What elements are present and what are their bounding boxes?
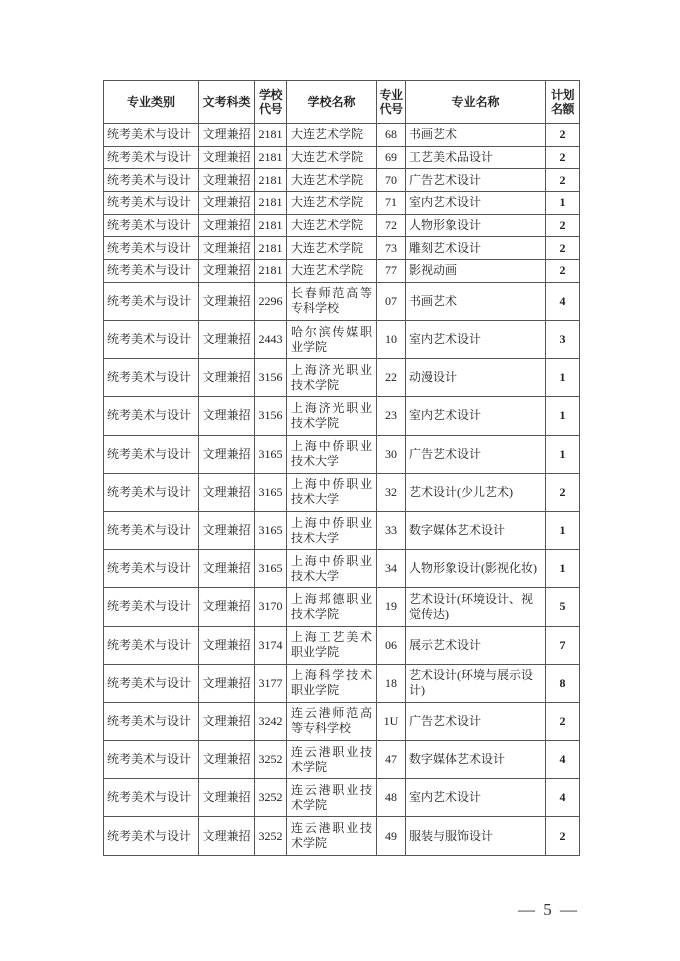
plan-quota-cell: 2 — [546, 124, 580, 147]
table-row — [104, 702, 580, 740]
major-code-cell: 69 — [377, 146, 406, 169]
major-name-cell: 工艺美术品设计 — [406, 146, 546, 169]
plan-quota-cell: 2 — [546, 702, 580, 740]
major-code-cell: 73 — [377, 237, 406, 260]
school-code-cell: 3242 — [255, 702, 287, 740]
school-code-cell: 2296 — [255, 282, 287, 320]
major-name-cell: 人物形象设计(影视化妆) — [406, 550, 546, 588]
major-code-cell: 18 — [377, 664, 406, 702]
header-major-code: 专业代号 — [377, 81, 406, 124]
major-code-cell: 68 — [377, 124, 406, 147]
major-code-cell: 72 — [377, 214, 406, 237]
plan-quota-cell: 8 — [546, 664, 580, 702]
exam-type-cell: 文理兼招 — [199, 435, 255, 473]
school-name-cell: 大连艺术学院 — [287, 260, 377, 283]
major-category-cell: 统考美术与设计 — [104, 260, 199, 283]
school-code-cell: 3156 — [255, 397, 287, 435]
plan-quota-cell: 2 — [546, 260, 580, 283]
exam-type-cell: 文理兼招 — [199, 192, 255, 215]
school-code-cell: 2181 — [255, 146, 287, 169]
table-row — [104, 741, 580, 779]
exam-type-cell: 文理兼招 — [199, 321, 255, 359]
school-code-cell: 3165 — [255, 511, 287, 549]
plan-quota-cell: 2 — [546, 214, 580, 237]
school-name-cell: 上海济光职业技术学院 — [287, 397, 377, 435]
school-code-cell: 3165 — [255, 473, 287, 511]
major-name-cell: 数字媒体艺术设计 — [406, 511, 546, 549]
school-name-cell: 上海中侨职业技术大学 — [287, 511, 377, 549]
page-number: — 5 — — [518, 900, 579, 919]
major-name-cell: 数字媒体艺术设计 — [406, 741, 546, 779]
major-name-cell: 室内艺术设计 — [406, 192, 546, 215]
table-row — [104, 779, 580, 817]
major-name-cell: 室内艺术设计 — [406, 779, 546, 817]
major-name-cell: 室内艺术设计 — [406, 321, 546, 359]
table-row — [104, 588, 580, 626]
exam-type-cell: 文理兼招 — [199, 260, 255, 283]
exam-type-cell: 文理兼招 — [199, 169, 255, 192]
school-code-cell: 3252 — [255, 817, 287, 855]
major-name-cell: 艺术设计(环境与展示设计) — [406, 664, 546, 702]
school-name-cell: 连云港职业技术学院 — [287, 817, 377, 855]
major-category-cell: 统考美术与设计 — [104, 146, 199, 169]
exam-type-cell: 文理兼招 — [199, 702, 255, 740]
exam-type-cell: 文理兼招 — [199, 124, 255, 147]
school-code-cell: 3170 — [255, 588, 287, 626]
major-name-cell: 广告艺术设计 — [406, 435, 546, 473]
major-category-cell: 统考美术与设计 — [104, 397, 199, 435]
header-exam-type: 文考科类 — [199, 81, 255, 124]
plan-quota-cell: 2 — [546, 473, 580, 511]
school-name-cell: 上海邦德职业技术学院 — [287, 588, 377, 626]
major-name-cell: 展示艺术设计 — [406, 626, 546, 664]
major-category-cell: 统考美术与设计 — [104, 588, 199, 626]
plan-quota-cell: 1 — [546, 550, 580, 588]
major-name-cell: 服装与服饰设计 — [406, 817, 546, 855]
school-code-cell: 3177 — [255, 664, 287, 702]
table-row — [104, 397, 580, 435]
exam-type-cell: 文理兼招 — [199, 282, 255, 320]
exam-type-cell: 文理兼招 — [199, 550, 255, 588]
major-code-cell: 22 — [377, 359, 406, 397]
school-code-cell: 3165 — [255, 550, 287, 588]
plan-quota-cell: 2 — [546, 169, 580, 192]
school-code-cell: 3165 — [255, 435, 287, 473]
major-category-cell: 统考美术与设计 — [104, 214, 199, 237]
major-name-cell: 艺术设计(少儿艺术) — [406, 473, 546, 511]
exam-type-cell: 文理兼招 — [199, 626, 255, 664]
major-code-cell: 71 — [377, 192, 406, 215]
exam-type-cell: 文理兼招 — [199, 817, 255, 855]
major-category-cell: 统考美术与设计 — [104, 473, 199, 511]
major-category-cell: 统考美术与设计 — [104, 192, 199, 215]
exam-type-cell: 文理兼招 — [199, 397, 255, 435]
major-code-cell: 1U — [377, 702, 406, 740]
school-name-cell: 大连艺术学院 — [287, 124, 377, 147]
plan-quota-cell: 2 — [546, 146, 580, 169]
major-category-cell: 统考美术与设计 — [104, 702, 199, 740]
table-row — [104, 511, 580, 549]
school-code-cell: 3252 — [255, 779, 287, 817]
major-name-cell: 艺术设计(环境设计、视觉传达) — [406, 588, 546, 626]
major-category-cell: 统考美术与设计 — [104, 282, 199, 320]
school-name-cell: 大连艺术学院 — [287, 237, 377, 260]
exam-type-cell: 文理兼招 — [199, 473, 255, 511]
header-school-name: 学校名称 — [287, 81, 377, 124]
major-name-cell: 人物形象设计 — [406, 214, 546, 237]
table-row — [104, 214, 580, 237]
school-code-cell: 2181 — [255, 237, 287, 260]
plan-quota-cell: 4 — [546, 282, 580, 320]
table-row — [104, 169, 580, 192]
major-category-cell: 统考美术与设计 — [104, 511, 199, 549]
exam-type-cell: 文理兼招 — [199, 146, 255, 169]
school-code-cell: 2181 — [255, 124, 287, 147]
table-row — [104, 664, 580, 702]
major-category-cell: 统考美术与设计 — [104, 359, 199, 397]
major-code-cell: 33 — [377, 511, 406, 549]
major-name-cell: 动漫设计 — [406, 359, 546, 397]
exam-type-cell: 文理兼招 — [199, 588, 255, 626]
school-name-cell: 连云港职业技术学院 — [287, 741, 377, 779]
table-row — [104, 550, 580, 588]
school-code-cell: 2181 — [255, 192, 287, 215]
major-code-cell: 23 — [377, 397, 406, 435]
table-row — [104, 146, 580, 169]
plan-quota-cell: 1 — [546, 192, 580, 215]
major-code-cell: 77 — [377, 260, 406, 283]
major-category-cell: 统考美术与设计 — [104, 626, 199, 664]
major-category-cell: 统考美术与设计 — [104, 741, 199, 779]
major-name-cell: 广告艺术设计 — [406, 169, 546, 192]
major-name-cell: 书画艺术 — [406, 282, 546, 320]
school-name-cell: 大连艺术学院 — [287, 169, 377, 192]
plan-quota-cell: 4 — [546, 741, 580, 779]
table-row — [104, 260, 580, 283]
school-code-cell: 3156 — [255, 359, 287, 397]
school-name-cell: 哈尔滨传媒职业学院 — [287, 321, 377, 359]
school-name-cell: 大连艺术学院 — [287, 214, 377, 237]
plan-quota-cell: 5 — [546, 588, 580, 626]
major-name-cell: 影视动画 — [406, 260, 546, 283]
exam-type-cell: 文理兼招 — [199, 214, 255, 237]
school-name-cell: 连云港师范高等专科学校 — [287, 702, 377, 740]
table-row — [104, 626, 580, 664]
major-code-cell: 49 — [377, 817, 406, 855]
table-row — [104, 124, 580, 147]
header-school-code: 学校代号 — [255, 81, 287, 124]
major-code-cell: 34 — [377, 550, 406, 588]
table-row — [104, 435, 580, 473]
exam-type-cell: 文理兼招 — [199, 237, 255, 260]
school-name-cell: 上海中侨职业技术大学 — [287, 473, 377, 511]
major-name-cell: 书画艺术 — [406, 124, 546, 147]
header-major-name: 专业名称 — [406, 81, 546, 124]
exam-type-cell: 文理兼招 — [199, 779, 255, 817]
plan-quota-cell: 2 — [546, 237, 580, 260]
major-name-cell: 室内艺术设计 — [406, 397, 546, 435]
exam-type-cell: 文理兼招 — [199, 664, 255, 702]
table-row — [104, 282, 580, 320]
school-name-cell: 上海中侨职业技术大学 — [287, 550, 377, 588]
school-code-cell: 2181 — [255, 214, 287, 237]
admission-plan-table — [103, 80, 580, 856]
plan-quota-cell: 1 — [546, 511, 580, 549]
school-code-cell: 2181 — [255, 169, 287, 192]
table-row — [104, 192, 580, 215]
table-header-row — [104, 81, 580, 124]
table-row — [104, 817, 580, 855]
school-name-cell: 长春师范高等专科学校 — [287, 282, 377, 320]
school-name-cell: 上海工艺美术职业学院 — [287, 626, 377, 664]
plan-quota-cell: 1 — [546, 359, 580, 397]
plan-quota-cell: 7 — [546, 626, 580, 664]
school-name-cell: 上海科学技术职业学院 — [287, 664, 377, 702]
plan-quota-cell: 1 — [546, 435, 580, 473]
major-code-cell: 70 — [377, 169, 406, 192]
major-category-cell: 统考美术与设计 — [104, 664, 199, 702]
major-code-cell: 07 — [377, 282, 406, 320]
plan-quota-cell: 3 — [546, 321, 580, 359]
school-code-cell: 3174 — [255, 626, 287, 664]
table-row — [104, 359, 580, 397]
major-code-cell: 06 — [377, 626, 406, 664]
school-name-cell: 上海济光职业技术学院 — [287, 359, 377, 397]
plan-quota-cell: 4 — [546, 779, 580, 817]
table-row — [104, 237, 580, 260]
major-code-cell: 47 — [377, 741, 406, 779]
school-name-cell: 连云港职业技术学院 — [287, 779, 377, 817]
major-category-cell: 统考美术与设计 — [104, 779, 199, 817]
major-category-cell: 统考美术与设计 — [104, 124, 199, 147]
exam-type-cell: 文理兼招 — [199, 741, 255, 779]
major-code-cell: 19 — [377, 588, 406, 626]
major-name-cell: 广告艺术设计 — [406, 702, 546, 740]
major-name-cell: 雕刻艺术设计 — [406, 237, 546, 260]
school-code-cell: 2443 — [255, 321, 287, 359]
school-code-cell: 3252 — [255, 741, 287, 779]
major-category-cell: 统考美术与设计 — [104, 169, 199, 192]
major-code-cell: 10 — [377, 321, 406, 359]
school-name-cell: 大连艺术学院 — [287, 146, 377, 169]
exam-type-cell: 文理兼招 — [199, 511, 255, 549]
major-code-cell: 32 — [377, 473, 406, 511]
table-row — [104, 321, 580, 359]
major-category-cell: 统考美术与设计 — [104, 321, 199, 359]
major-code-cell: 30 — [377, 435, 406, 473]
school-name-cell: 上海中侨职业技术大学 — [287, 435, 377, 473]
header-major-category: 专业类别 — [104, 81, 199, 124]
plan-quota-cell: 1 — [546, 397, 580, 435]
major-category-cell: 统考美术与设计 — [104, 550, 199, 588]
exam-type-cell: 文理兼招 — [199, 359, 255, 397]
school-name-cell: 大连艺术学院 — [287, 192, 377, 215]
school-code-cell: 2181 — [255, 260, 287, 283]
header-plan-quota: 计划名额 — [546, 81, 580, 124]
major-category-cell: 统考美术与设计 — [104, 435, 199, 473]
table-row — [104, 473, 580, 511]
major-category-cell: 统考美术与设计 — [104, 817, 199, 855]
major-category-cell: 统考美术与设计 — [104, 237, 199, 260]
major-code-cell: 48 — [377, 779, 406, 817]
plan-quota-cell: 2 — [546, 817, 580, 855]
